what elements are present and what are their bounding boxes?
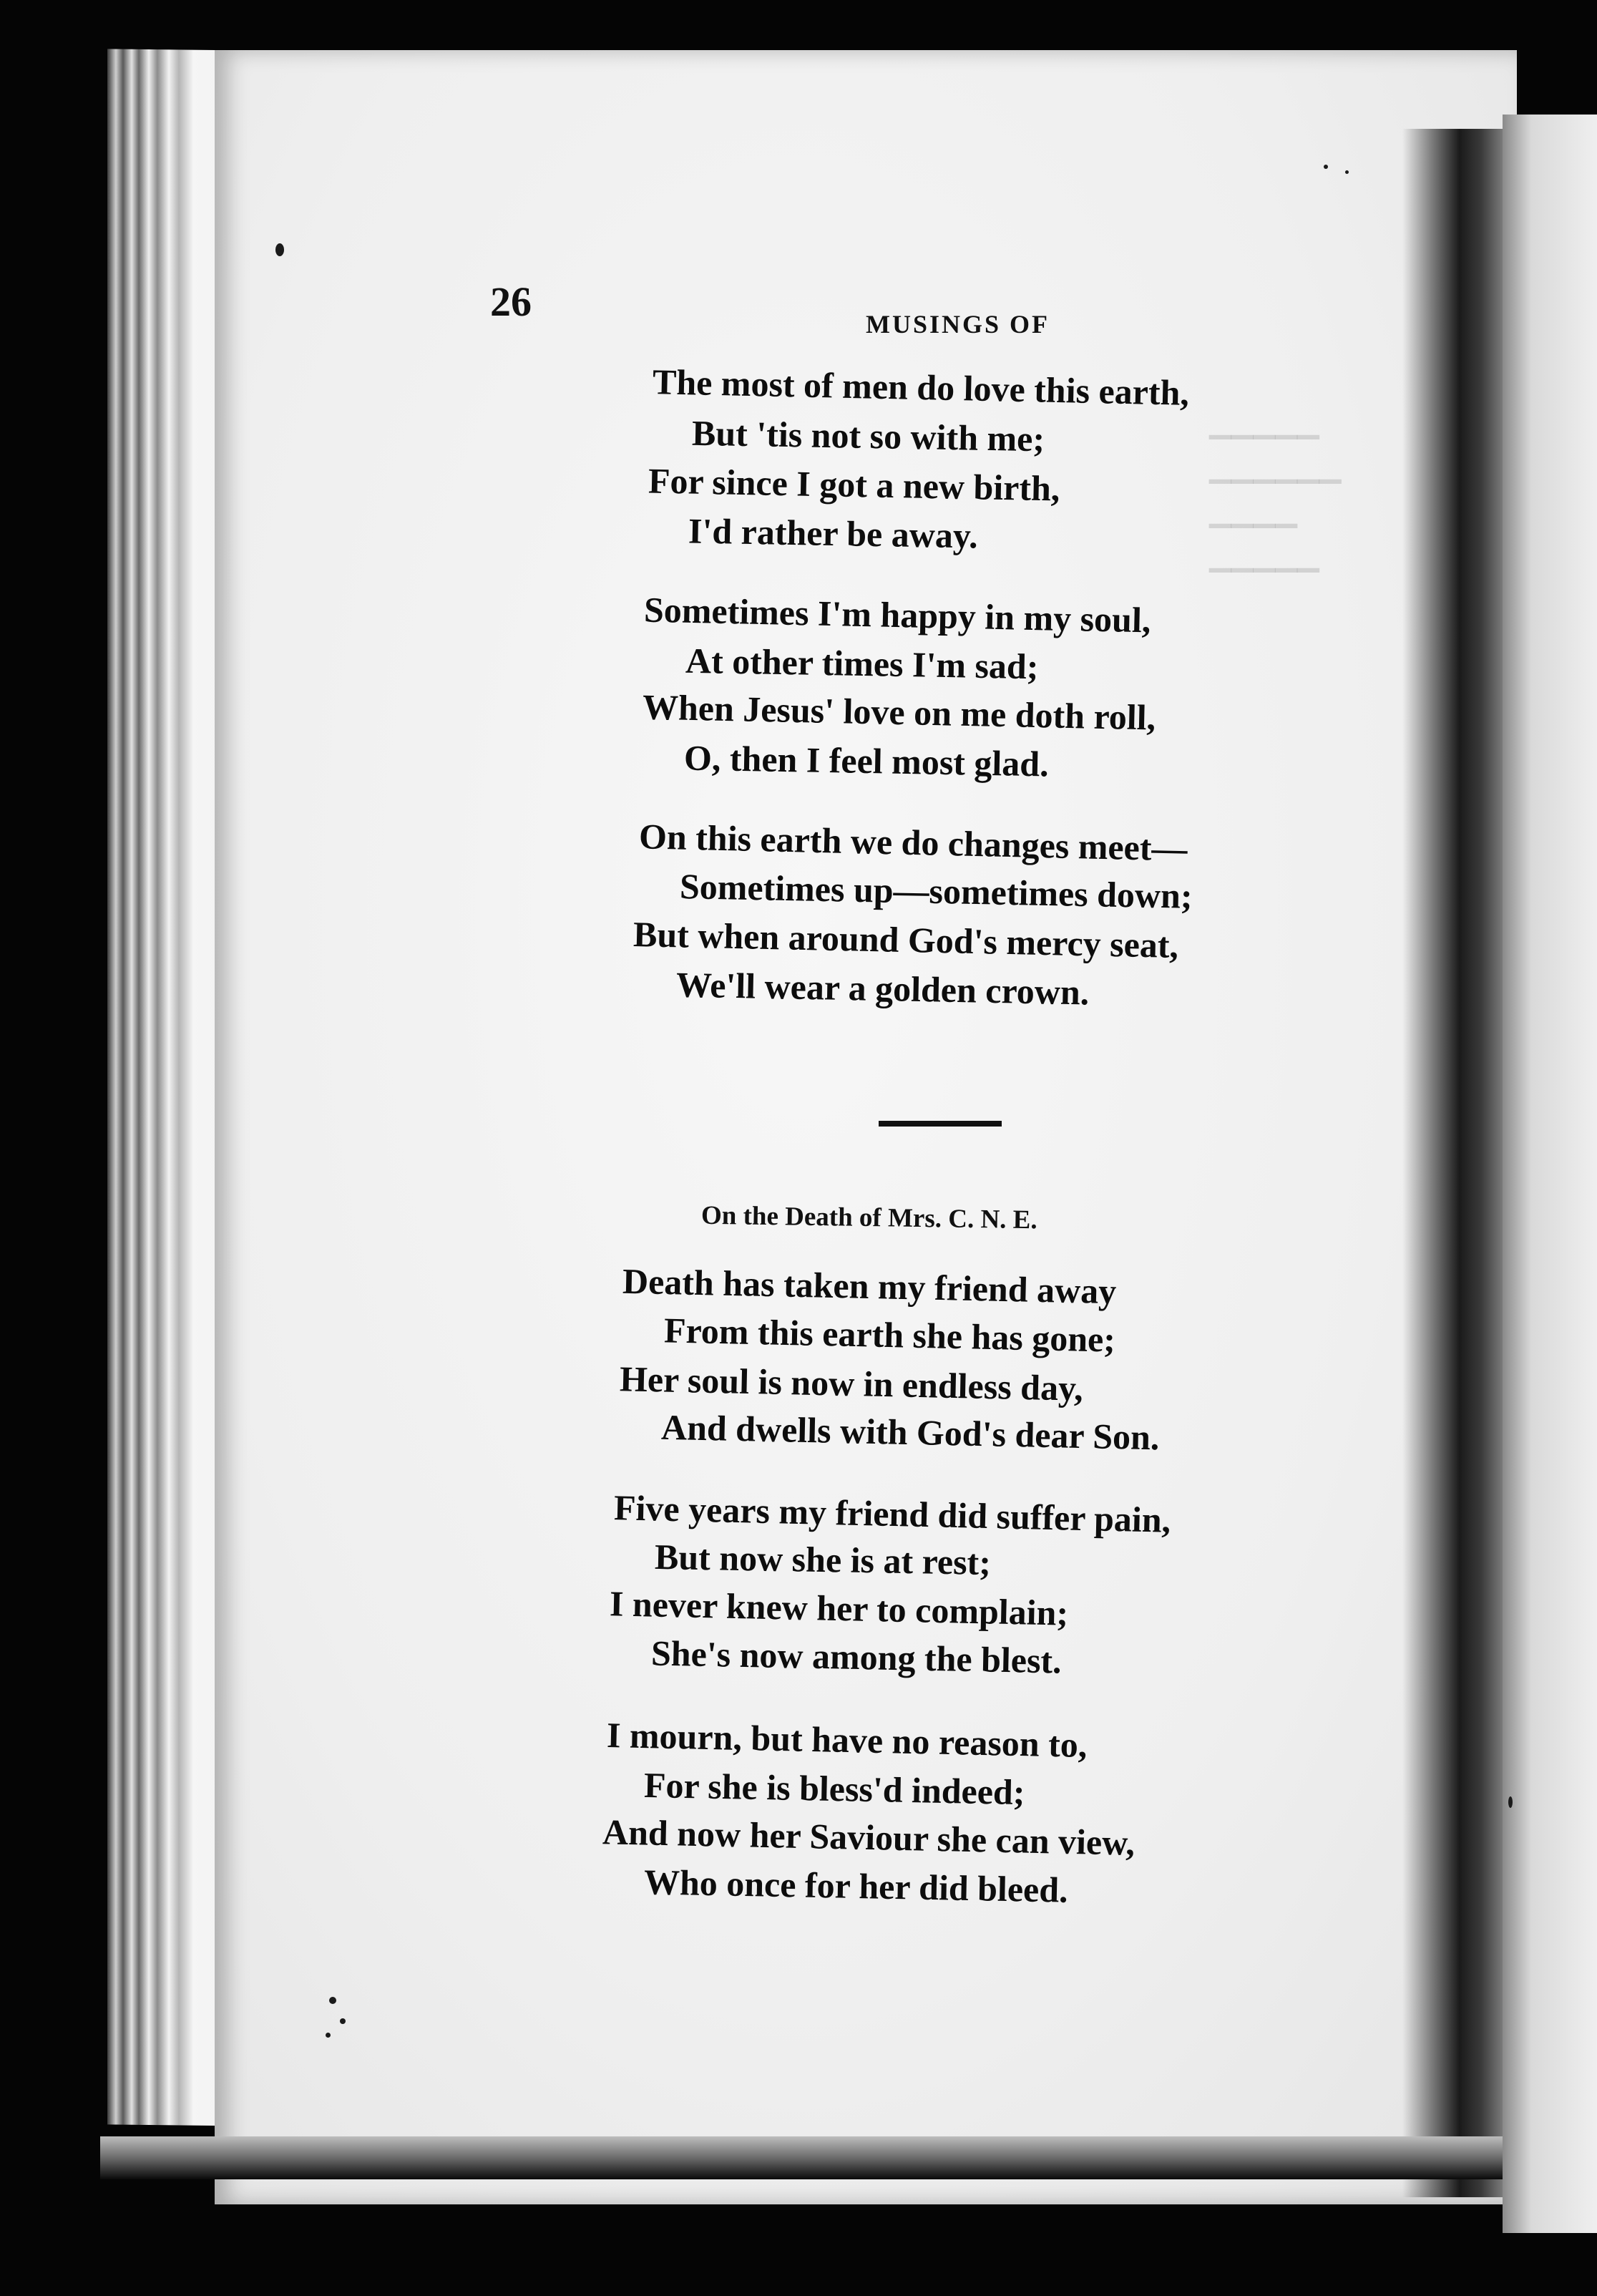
speck — [1508, 1796, 1513, 1808]
verse-line: Five years my friend did suffer pain, — [613, 1487, 1171, 1540]
page-number: 26 — [490, 278, 532, 325]
verse-line: Death has taken my friend away — [622, 1260, 1117, 1312]
speck — [1345, 170, 1349, 174]
verse-line: When Jesus' love on me doth roll, — [642, 686, 1156, 738]
verse-line: But when around God's mercy seat, — [633, 914, 1179, 965]
speck — [1324, 165, 1328, 169]
speck — [275, 243, 284, 256]
verse-line: I mourn, but have no reason to, — [606, 1714, 1088, 1766]
verse-line: Her soul is now in endless day, — [619, 1358, 1084, 1409]
verse-line: But now she is at rest; — [654, 1536, 992, 1583]
gutter-shadow — [1402, 129, 1503, 2197]
page-bottom-edge — [100, 2136, 1503, 2179]
verse-line: At other times I'm sad; — [685, 640, 1039, 687]
verse-line: She's now among the blest. — [650, 1633, 1063, 1681]
verse-line: We'll wear a golden crown. — [675, 964, 1090, 1013]
verse-line: And dwells with God's dear Son. — [660, 1406, 1160, 1458]
verse-line: But 'tis not so with me; — [691, 412, 1045, 459]
verse-line: And now her Saviour she can view, — [602, 1811, 1136, 1863]
verse-line: The most of men do love this earth, — [652, 361, 1190, 413]
verse-line: Who once for her did bleed. — [643, 1862, 1069, 1910]
verse-line: From this earth she has gone; — [663, 1310, 1116, 1360]
verse-line: I never knew her to complain; — [609, 1583, 1069, 1633]
speck — [326, 2033, 331, 2038]
verse-line: On this earth we do changes meet— — [638, 816, 1188, 869]
facing-page-edge — [1503, 115, 1597, 2233]
verse-line: For she is bless'd indeed; — [643, 1764, 1025, 1813]
verse-line: Sometimes I'm happy in my soul, — [643, 589, 1151, 641]
running-head: MUSINGS OF — [866, 310, 1050, 339]
speck — [340, 2018, 346, 2024]
verse-line: O, then I feel most glad. — [683, 737, 1050, 784]
speck — [329, 1997, 336, 2004]
verse-line: I'd rather be away. — [688, 510, 979, 556]
poem-title: On the Death of Mrs. C. N. E. — [700, 1200, 1037, 1235]
verse-line: For since I got a new birth, — [648, 460, 1060, 509]
section-divider — [879, 1121, 1002, 1127]
verse-line: Sometimes up—sometimes down; — [679, 866, 1193, 916]
